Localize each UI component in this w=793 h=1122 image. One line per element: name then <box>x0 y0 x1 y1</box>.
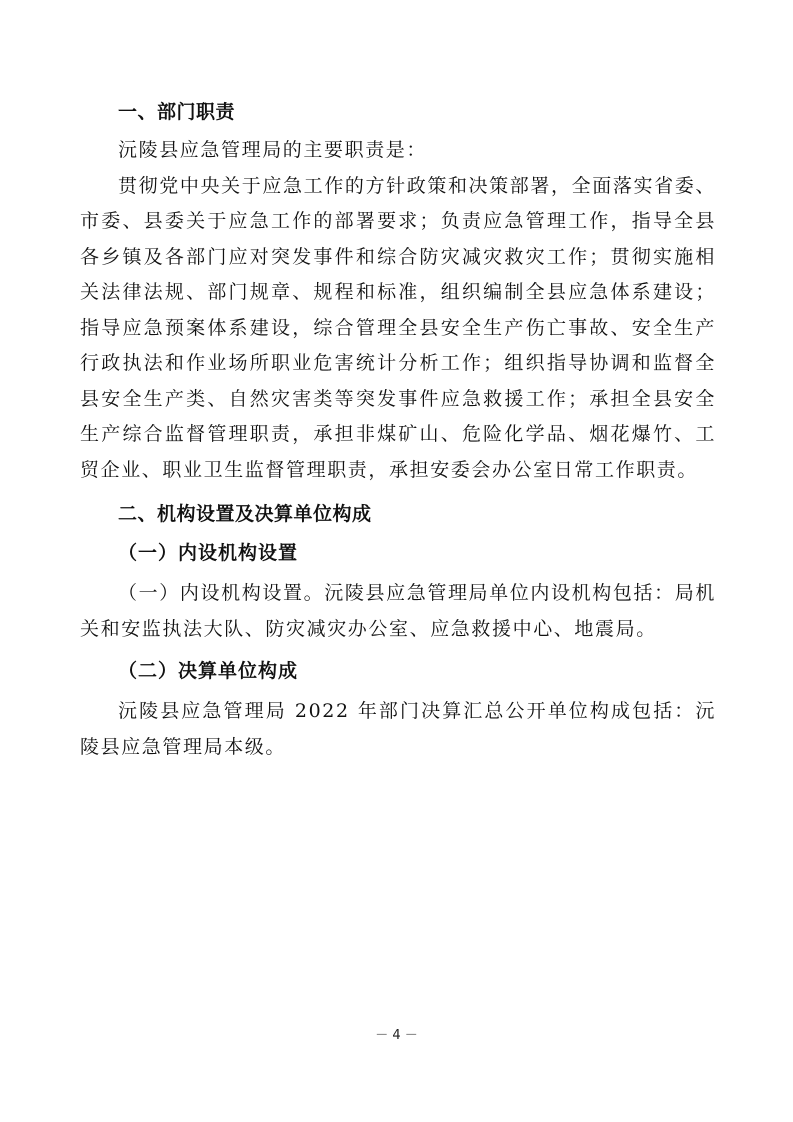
duties-intro-paragraph: 沅陵县应急管理局的主要职责是： <box>118 139 428 161</box>
page-number: － 4 － <box>375 1028 418 1043</box>
accounting-units-paragraph: 沅陵县应急管理局 2022 年部门决算汇总公开单位构成包括：沅陵县应急管理局本级。 <box>80 700 716 758</box>
internal-structure-paragraph: （一）内设机构设置。沅陵县应急管理局单位内设机构包括：局机关和安监执法大队、防灾减灾办公室、应急救援中心、地震局。 <box>80 582 716 640</box>
section-heading-organization: 二、机构设置及决算单位构成 <box>118 503 372 525</box>
duties-paragraph: 贯彻党中央关于应急工作的方针政策和决策部署，全面落实省委、市委、县委关于应急工作的部署要求；负责应急管理工作，指导全县各乡镇及各部门应对突发事件和综合防灾减灾救灾工作；贯彻实施相关法律法规、部门规章、规程和标准，组织编制全县应急体系建设；指导应急预案体系建设，综合管理全县安全生产伤亡事故、安全生产行政执法和作业场所职业危害统计分析工作；组织指导协调和监督全县安全生产类、自然灾害类等突发事件应急救援工作；承担全县安全生产综合监督管理职责，承担非煤矿山、危险化学品、烟花爆竹、工贸企业、职业卫生监督管理职责，承担安委会办公室日常工作职责。 <box>80 174 716 481</box>
subsection-heading-accounting-units: （二）决算单位构成 <box>118 660 299 682</box>
document-body <box>80 96 716 765</box>
subsection-heading-internal-structure: （一）内设机构设置 <box>118 542 299 564</box>
section-heading-department-duties: 一、部门职责 <box>118 101 236 123</box>
